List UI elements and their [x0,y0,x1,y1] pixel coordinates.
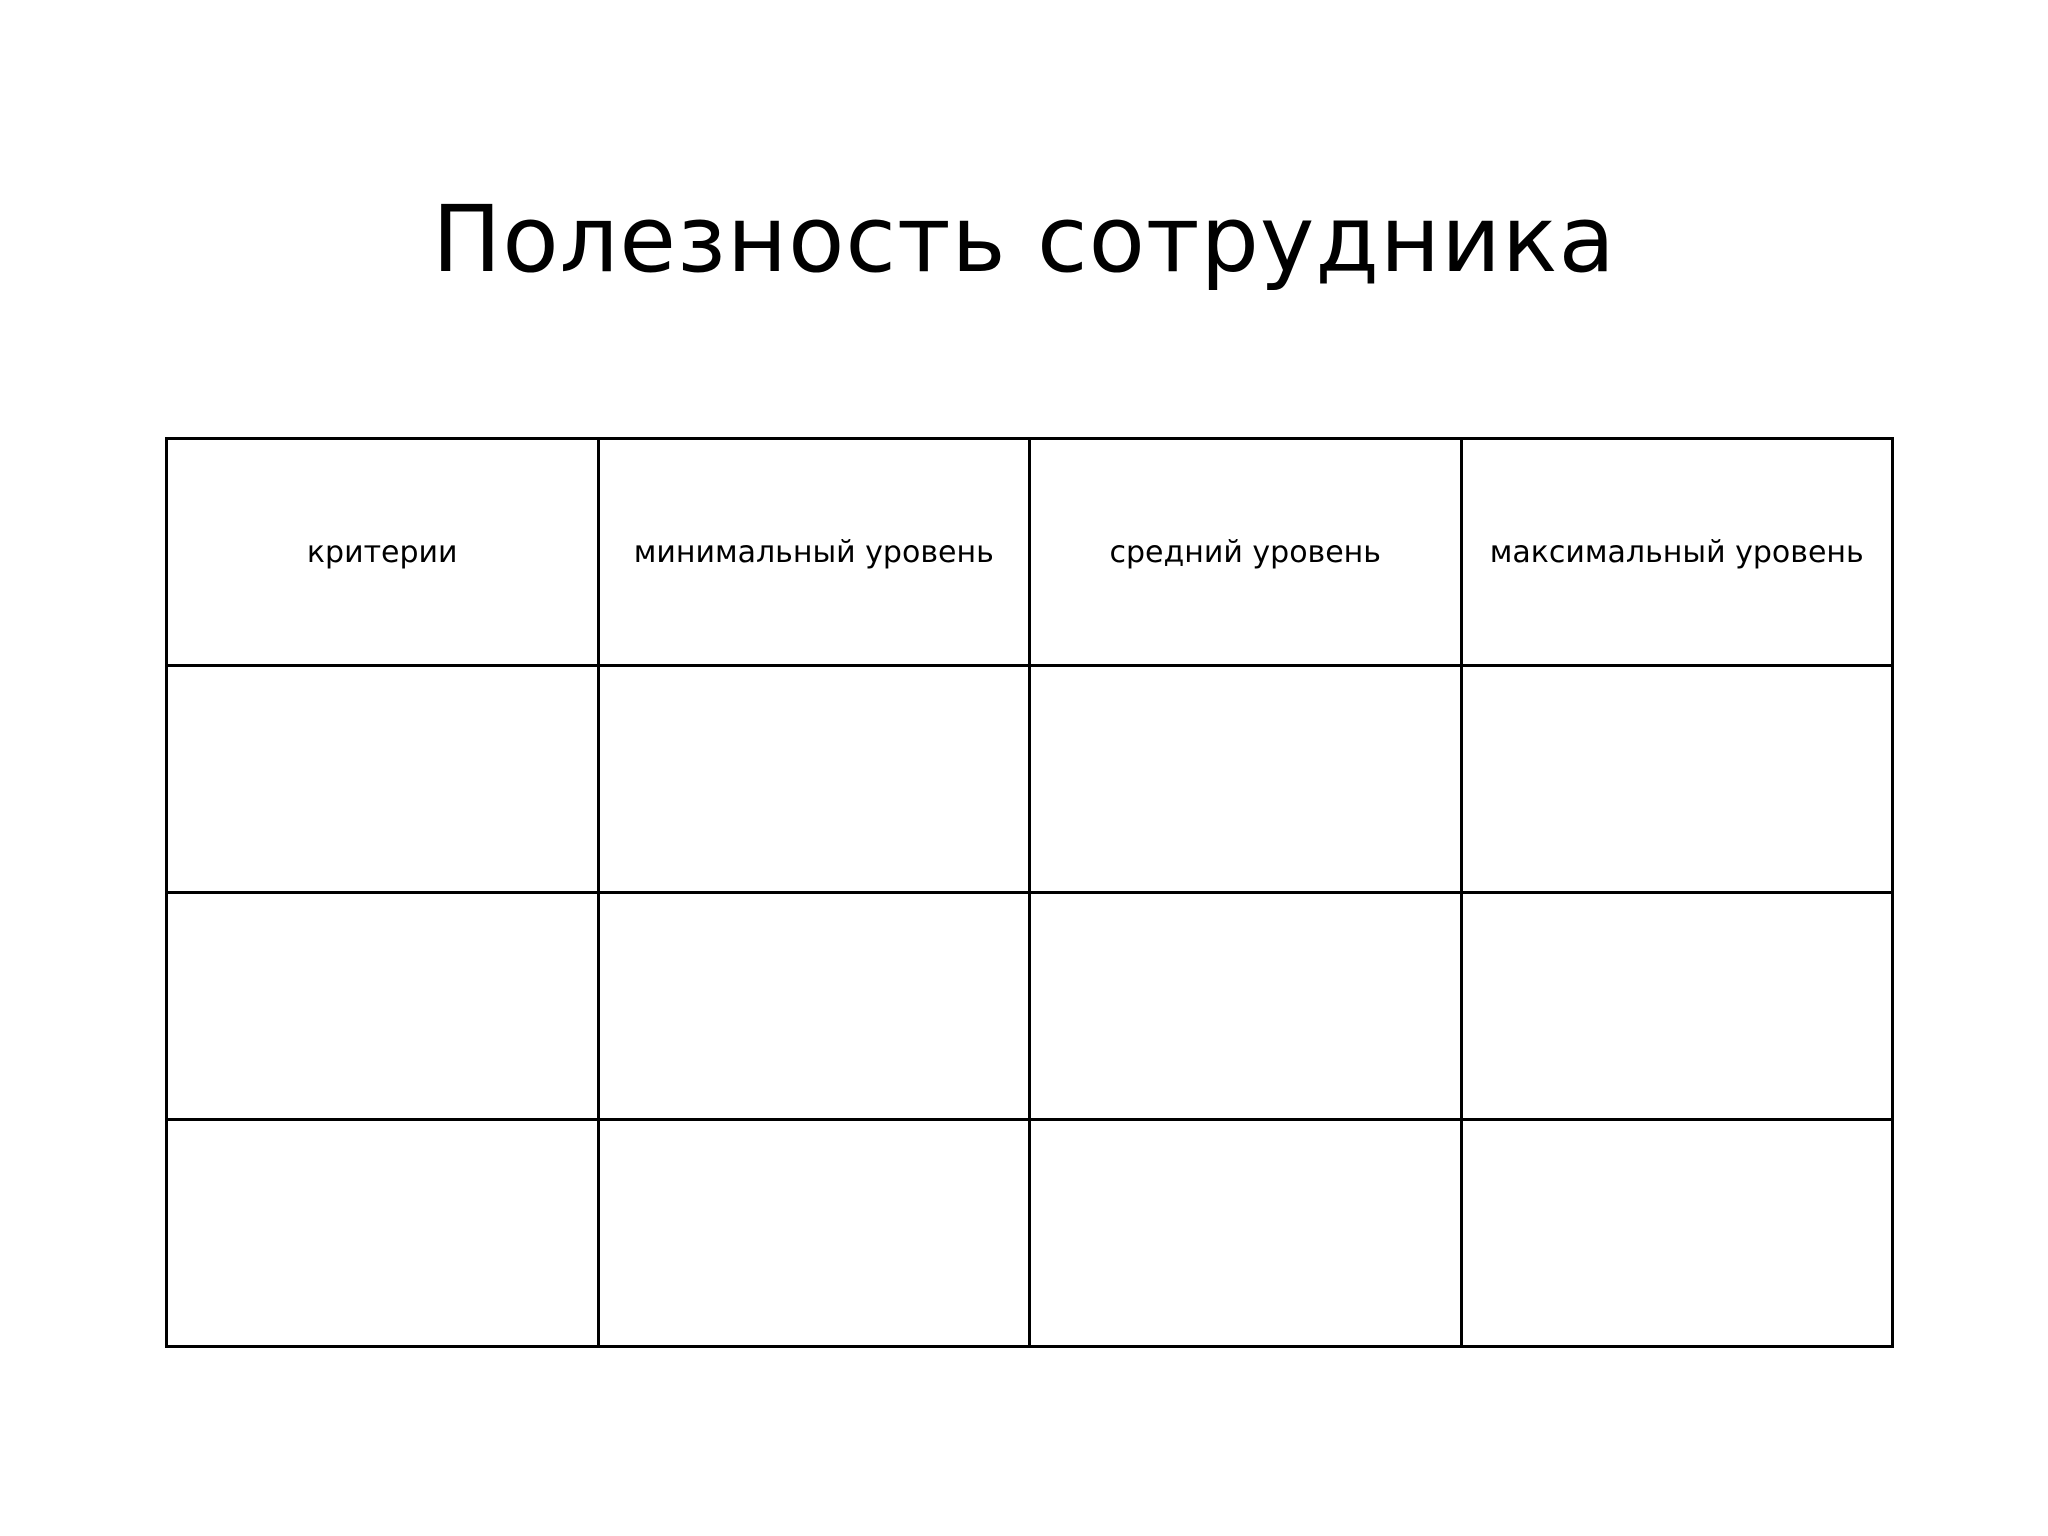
header-cell-minimum-level: минимальный уровень [598,439,1030,666]
table-row [167,893,1893,1120]
table-cell [1030,666,1462,893]
table-cell [598,893,1030,1120]
header-cell-average-level: средний уровень [1030,439,1462,666]
header-cell-criteria: критерии [167,439,599,666]
table-cell [1461,1120,1893,1347]
header-cell-maximum-level: максимальный уровень [1461,439,1893,666]
table-cell [167,666,599,893]
table-cell [598,1120,1030,1347]
table-row [167,1120,1893,1347]
table-header-row [167,439,1893,666]
slide-title: Полезность сотрудника [432,186,1616,293]
table-cell [1461,666,1893,893]
criteria-table [165,437,1894,1348]
table-row [167,666,1893,893]
table-cell [1030,893,1462,1120]
table-cell [1461,893,1893,1120]
table-cell [1030,1120,1462,1347]
table-cell [598,666,1030,893]
table-cell [167,1120,599,1347]
table-cell [167,893,599,1120]
